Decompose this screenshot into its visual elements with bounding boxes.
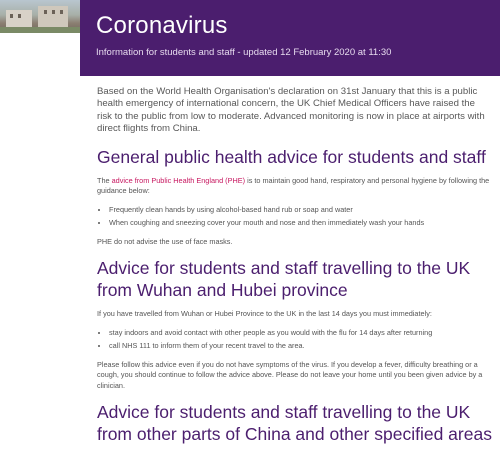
general-advice-heading: General public health advice for students and staff xyxy=(97,146,486,167)
page-subtitle: Information for students and staff - updated 12 February 2020 at 11:30 xyxy=(96,47,392,58)
list-item: • stay indoors and avoid contact with other people as you would with the flu for 14 days after returning xyxy=(109,328,492,338)
main-content xyxy=(97,86,492,445)
header-photo xyxy=(0,0,80,33)
page-hero-banner xyxy=(80,0,500,76)
symptoms-advice-paragraph: Please follow this advice even if you do not have symptoms of the virus. If you develop a fever, difficulty breathing or a cough, you should continue to follow the advice above. Please do not leave your home until you been given advice by a clinician. xyxy=(97,360,483,390)
list-item: • call NHS 111 to inform them of your recent travel to the area. xyxy=(109,341,492,351)
general-advice-paragraph: The advice from Public Health England (PHE) is to maintain good hand, respiratory and personal hygiene by following the guidance below: xyxy=(97,175,490,195)
intro-paragraph: Based on the World Health Organisation's declaration on 31st January that this is a public health emergency of international concern, the UK Chief Medical Officers have raised the risk to the public from low to moderate. Advanced monitoring is now in place at airports with direct flights from China. xyxy=(97,86,485,135)
list-item: • Frequently clean hands by using alcohol-based hand rub or soap and water xyxy=(109,205,492,215)
wuhan-advice-heading: Advice for students and staff travelling to the UK from Wuhan and Hubei province xyxy=(97,257,471,300)
wuhan-advice-paragraph: If you have travelled from Wuhan or Hubei Province to the UK in the last 14 days you must immediately: xyxy=(97,308,432,318)
face-mask-note: PHE do not advise the use of face masks. xyxy=(97,237,233,247)
phe-advice-link[interactable]: advice from Public Health England (PHE) xyxy=(111,175,246,185)
wuhan-actions-list xyxy=(97,328,492,351)
other-areas-heading: Advice for students and staff travelling to the UK from other parts of China and other specified areas xyxy=(97,401,492,444)
list-item: • When coughing and sneezing cover your mouth and nose and then immediately wash your hands xyxy=(109,218,492,228)
hygiene-list xyxy=(97,205,492,228)
page-title: Coronavirus xyxy=(96,12,228,39)
